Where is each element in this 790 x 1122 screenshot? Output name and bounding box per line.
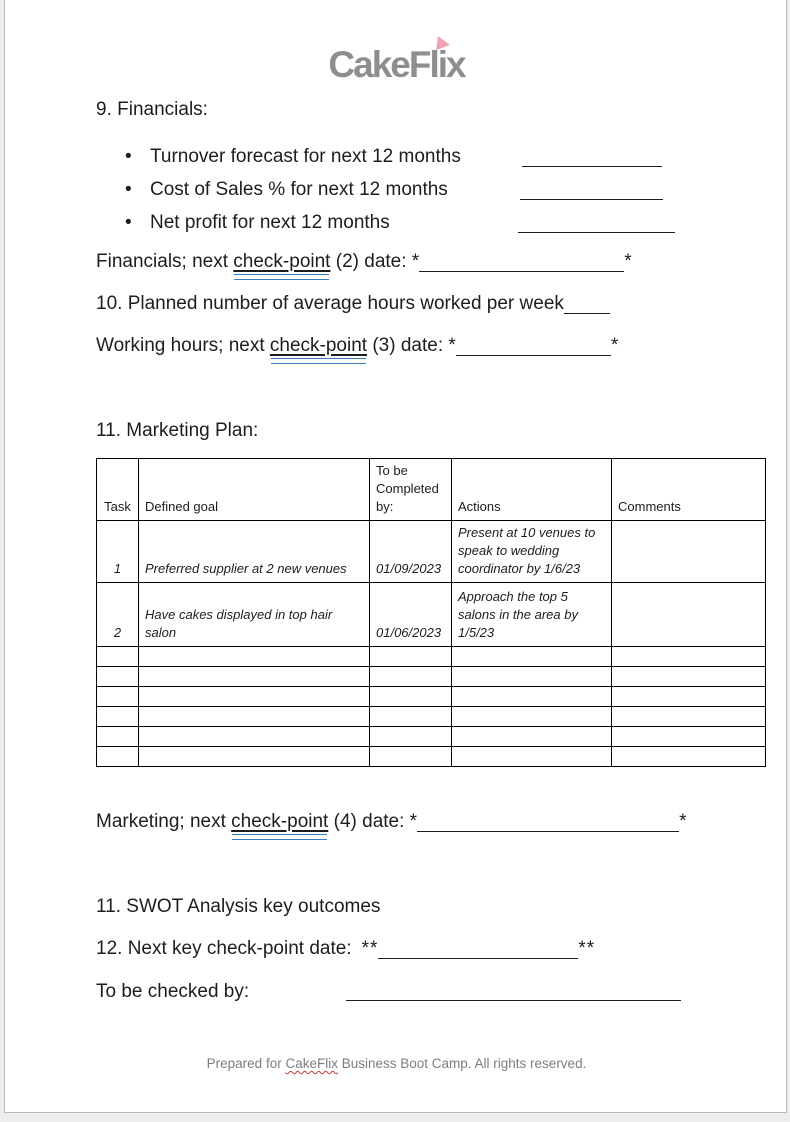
fill-in-blank [419,253,624,272]
asterisk: * [624,251,632,272]
fill-in-blank [346,982,681,1001]
table-empty-row [97,747,766,767]
financials-checkpoint-line: Financials; next check-point (2) date: * * [96,251,632,272]
asterisk: * [679,811,687,832]
checkpoint-word: check-point [231,811,329,832]
logo-text-2: x [446,44,465,85]
bullet-item-net-profit [123,206,683,239]
table-empty-cell [97,727,139,747]
fill-in-blank [378,940,578,959]
double-asterisk: ** [578,938,596,959]
planned-hours-line: 10. Planned number of average hours worked per week [96,293,610,315]
fill-in-blank [564,295,610,314]
cell-actions: Present at 10 venues to speak to wedding coordinator by 1/6/23 [452,521,612,583]
cell-comments [612,521,766,583]
bullet-item-turnover [123,140,683,173]
document-page [4,0,787,1113]
table-empty-cell [612,667,766,687]
cell-task: 1 [97,521,139,583]
table-empty-cell [612,747,766,767]
table-empty-cell [452,667,612,687]
checkpoint-word: check-point [269,335,368,356]
footer-brand: CakeFlix [285,1056,338,1071]
table-row [97,521,766,583]
header-task: Task [97,459,139,521]
checked-by-line: To be checked by: [96,981,696,1003]
footer-text: Prepared for CakeFlix Business Boot Camp. All rights reserved. [206,1056,587,1071]
table-empty-cell [452,707,612,727]
table-empty-cell [139,667,370,687]
marketing-table-body [97,459,766,767]
table-empty-cell [370,727,452,747]
table-empty-cell [370,647,452,667]
marketing-checkpoint-line: Marketing; next check-point (4) date: * * [96,811,687,832]
table-empty-cell [139,727,370,747]
cell-actions: Approach the top 5 salons in the area by 1/5/23 [452,583,612,647]
table-row [97,583,766,647]
asterisk: * [448,335,456,356]
table-empty-cell [139,647,370,667]
table-empty-cell [370,687,452,707]
table-empty-cell [97,687,139,707]
fill-in-blank [518,214,675,233]
marketing-plan-table [96,458,766,767]
cell-goal: Have cakes displayed in top hair salon [139,583,370,647]
table-empty-cell [97,747,139,767]
header-actions: Actions [452,459,612,521]
checkpoint-word: check-point [233,251,331,272]
fill-in-blank [522,148,662,167]
table-empty-cell [612,727,766,747]
table-empty-cell [139,687,370,707]
table-empty-row [97,667,766,687]
asterisk: * [409,811,418,832]
table-empty-cell [370,667,452,687]
table-empty-cell [139,707,370,727]
table-empty-cell [452,747,612,767]
table-empty-row [97,727,766,747]
table-empty-cell [370,747,452,767]
fill-in-blank [417,813,679,832]
financials-bullet-list [123,140,683,239]
table-empty-row [97,647,766,667]
table-empty-cell [370,707,452,727]
logo-letter-i: i [438,44,446,85]
cell-completed: 01/09/2023 [370,521,452,583]
table-header-row [97,459,766,521]
marketing-plan-heading: 11. Marketing Plan: [96,420,259,441]
header-completed-by: To be Completed by: [370,459,452,521]
header-defined-goal: Defined goal [139,459,370,521]
table-empty-cell [612,707,766,727]
asterisk: * [610,335,619,356]
table-empty-row [97,687,766,707]
table-empty-cell [97,647,139,667]
bullet-item-cost-of-sales [123,173,683,206]
table-empty-row [97,707,766,727]
bullet-label: Net profit for next 12 months [150,212,390,233]
asterisk: * [411,251,420,272]
table-empty-cell [139,747,370,767]
table-empty-cell [452,687,612,707]
cakeflix-logo [5,44,788,86]
header-comments: Comments [612,459,766,521]
table-empty-cell [452,727,612,747]
table-empty-cell [612,647,766,667]
cell-goal: Preferred supplier at 2 new venues [139,521,370,583]
working-hours-checkpoint-line: Working hours; next check-point (3) date: * * [96,335,619,356]
bullet-label: Turnover forecast for next 12 months [150,146,461,167]
financials-heading: 9. Financials: [96,99,208,120]
cell-comments [612,583,766,647]
play-triangle-icon [436,36,451,52]
logo-text-1: CakeFl [328,44,438,85]
double-asterisk: ** [361,938,379,959]
cell-task: 2 [97,583,139,647]
table-empty-cell [612,687,766,707]
fill-in-blank [456,337,611,356]
swot-heading: 11. SWOT Analysis key outcomes [96,896,381,917]
next-key-checkpoint-line: 12. Next key check-point date: ** ** [96,938,596,959]
cell-completed: 01/06/2023 [370,583,452,647]
table-empty-cell [97,667,139,687]
bullet-label: Cost of Sales % for next 12 months [150,179,448,200]
table-empty-cell [97,707,139,727]
table-empty-cell [452,647,612,667]
fill-in-blank [520,181,663,200]
